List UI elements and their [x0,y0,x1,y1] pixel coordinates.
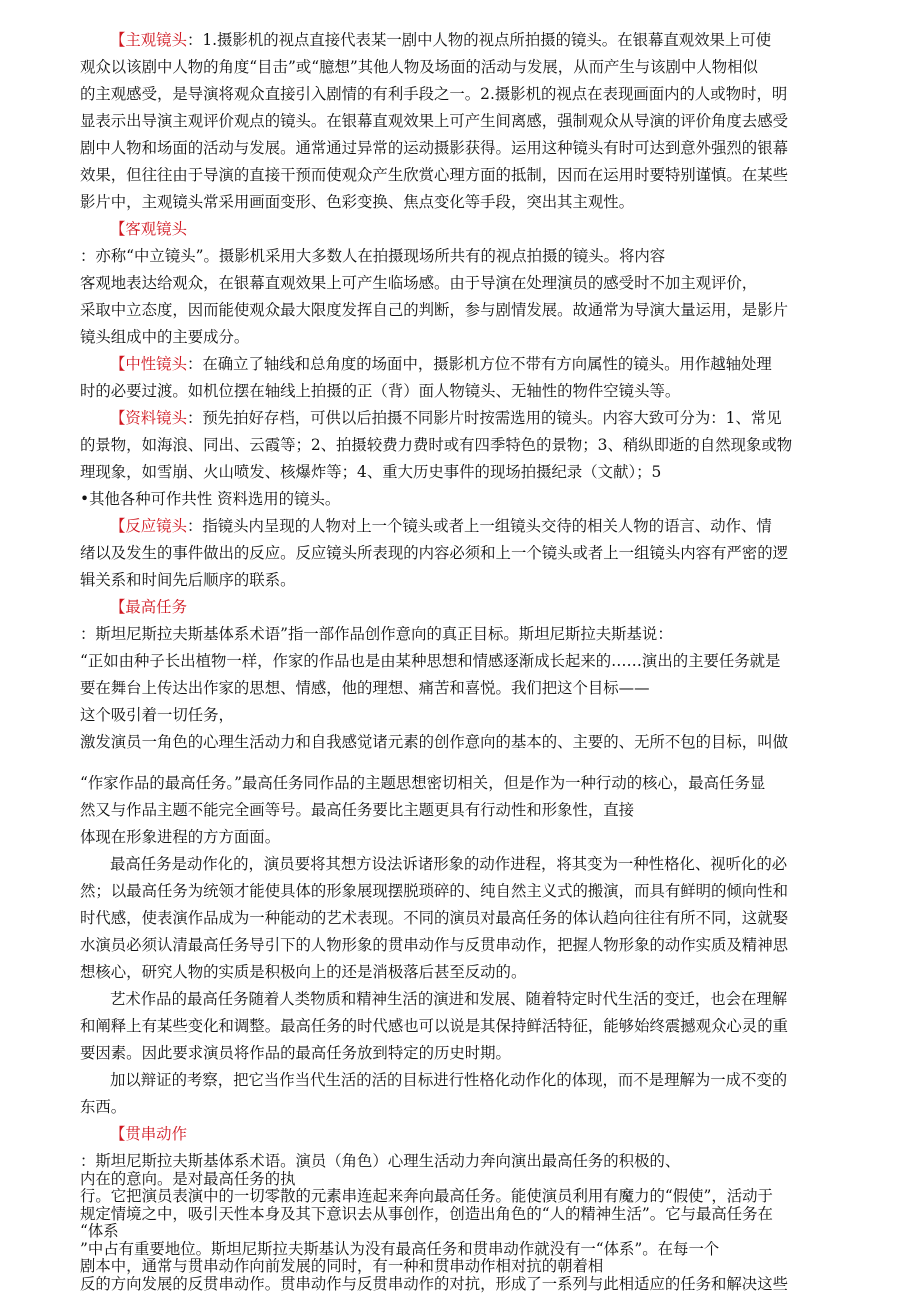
body-line: ”中占有重要地位。斯坦尼斯拉夫斯基认为没有最高任务和贯串动作就没有一“体系”。在每一个 [80,1240,720,1258]
body-line: 镜头组成中的主要成分。 [80,328,250,346]
subjective-shot-line-1: 【主观镜头：1.摄影机的视点直接代表某一剧中人物的视点所拍摄的镜头。在银幕直观效果上可使 [110,31,772,49]
body-line: 效果，但往往由于导演的直接干预而使观众产生欣赏心理方面的抵制，因而在运用时要特别谨慎。在某些 [80,166,788,184]
body-line: 客观地表达给观众，在银幕直观效果上可产生临场感。由于导演在处理演员的感受时不加主观评价， [80,274,758,292]
body-line: 东西。 [80,1098,127,1116]
body-line: 要因素。因此要求演员将作品的最高任务放到特定的历史时期。 [80,1044,511,1062]
body-line: 加以辩证的考察，把它当作当代生活的活的目标进行性格化动作化的体现，而不是理解为一成不变的 [110,1071,788,1089]
body-line: ：斯坦尼斯拉夫斯基体系术语。演员（角色）心理生活动力奔向演出最高任务的积极的、 [80,1152,681,1170]
body-line: 剧中人物和场面的活动与发展。通常通过异常的运动摄影获得。运用这种镜头有时可达到意外强烈的银幕 [80,139,788,157]
body-line: 水演员必须认清最高任务导引下的人物形象的贯串动作与反贯串动作，把握人物形象的动作实质及精神思 [80,936,788,954]
body-line: 时的必要过渡。如机位摆在轴线上拍摄的正（背）面人物镜头、无轴性的物件空镜头等。 [80,382,681,400]
term-subjective-shot: 【主观镜头 [110,31,187,49]
body-line: 影片中，主观镜头常采用画面变形、色彩变换、焦点变化等手段，突出其主观性。 [80,193,635,211]
body-line: ：斯坦尼斯拉夫斯基体系术语”指一部作品创作意向的真正目标。斯坦尼斯拉夫斯基说： [80,625,673,643]
body-line: 想核心，研究人物的实质是积极向上的还是消极落后甚至反动的。 [80,963,527,981]
term-neutral-shot: 【中性镜头 [110,355,187,373]
body-line: “正如由种子长出植物一样，作家的作品也是由某种思想和情感逐渐成长起来的……演出的主要任务就是 [80,652,781,670]
term-reaction-shot: 【反应镜头 [110,517,187,535]
body-line: 绪以及发生的事件做出的反应。反应镜头所表现的内容必须和上一个镜头或者上一组镜头内容有严密的逻 [80,544,788,562]
body-line: 剧本中，通常与贯串动作向前发展的同时，有一种和贯串动作相对抗的朝着相 [80,1257,604,1275]
body-line: 要在舞台上传达出作家的思想、情感，他的理想、痛苦和喜悦。我们把这个目标—— [80,679,650,697]
term-super-task: 【最高任务 [110,598,187,616]
body-line: “作家作品的最高任务。”最高任务同作品的主题思想密切相关，但是作为一种行动的核心，最高任务显 [80,774,766,792]
body-line: 行。它把演员表演中的一切零散的元素串连起来奔向最高任务。能使演员利用有魔力的“假使”，活动于 [80,1187,773,1205]
body-line: 观众以该剧中人物的角度“目击”或“臆想”其他人物及场面的活动与发展，从而产生与该剧中人物相似 [80,58,758,76]
body-line: “体系 [80,1222,119,1240]
body-line: 和阐释上有某些变化和调整。最高任务的时代感也可以说是其保持鲜活特征，能够始终震撼观众心灵的重 [80,1017,788,1035]
body-line: 最高任务是动作化的，演员要将其想方设法诉诸形象的动作进程，将其变为一种性格化、视听化的必 [110,855,788,873]
reaction-shot-line-1: 【反应镜头：指镜头内呈现的人物对上一个镜头或者上一组镜头交待的相关人物的语言、动作、情 [110,517,772,535]
body-line: 然又与作品主题不能完全画等号。最高任务要比主题更具有行动性和形象性，直接 [80,801,635,819]
body-line: 的景物，如海浪、同出、云霞等；2、拍摄较费力费时或有四季特色的景物；3、稍纵即逝的自然现象或物 [80,436,793,454]
body-line: 采取中立态度，因而能使观众最大限度发挥自己的判断，参与剧情发展。故通常为导演大量运用，是影片 [80,301,788,319]
body-line: ：亦称“中立镜头”。摄影机采用大多数人在拍摄现场所共有的视点拍摄的镜头。将内容 [80,247,666,265]
body-line: 体现在形象进程的方方面面。 [80,828,281,846]
body-line: 辑关系和时间先后顺序的联系。 [80,571,296,589]
term-objective-shot: 【客观镜头 [110,220,187,238]
body-line: 显表示出导演主观评价观点的镜头。在银幕直观效果上可产生间离感，强制观众从导演的评价角度去感受 [80,112,788,130]
body-line: 内在的意向。是对最高任务的执 [80,1170,296,1188]
body-line: 的主观感受，是导演将观众直接引入剧情的有利手段之一。2.摄影机的视点在表现画面内的人或物时，明 [80,85,788,103]
body-line: 这个吸引着一切任务， [80,706,234,724]
body-line: 激发演员一角色的心理生活动力和自我感觉诸元素的创作意向的基本的、主要的、无所不包的目标，叫做 [80,733,788,751]
term-archive-shot: 【资料镜头 [110,409,187,427]
archive-shot-line-1: 【资料镜头：预先拍好存档，可供以后拍摄不同影片时按需选用的镜头。内容大致可分为：1、常见 [110,409,782,427]
body-line: 然；以最高任务为统领才能使具体的形象展现摆脱琐碎的、纯自然主义式的搬演，而具有鲜明的倾向性和 [80,882,788,900]
body-line: 反的方向发展的反贯串动作。贯串动作与反贯串动作的对抗，形成了一系列与此相适应的任务和解决这些 [80,1275,788,1293]
body-line: •其他各种可作共性 资料选用的镜头。 [80,490,341,508]
body-line: 艺术作品的最高任务随着人类物质和精神生活的演进和发展、随着特定时代生活的变迁，也会在理解 [110,990,788,1008]
neutral-shot-line-1: 【中性镜头：在确立了轴线和总角度的场面中，摄影机方位不带有方向属性的镜头。用作越轴处理 [110,355,772,373]
term-through-action: 【贯串动作 [110,1125,187,1143]
body-line: 规定情境之中，吸引天性本身及其下意识去从事创作，创造出角色的“人的精神生活”。它与最高任务在 [80,1205,773,1223]
body-line: 理现象，如雪崩、火山喷发、核爆炸等；4、重大历史事件的现场拍摄纪录（文献）；5 [80,463,662,481]
body-line: 时代感，使表演作品成为一种能动的艺术表现。不同的演员对最高任务的体认趋向往往有所不同，这就娶 [80,909,788,927]
